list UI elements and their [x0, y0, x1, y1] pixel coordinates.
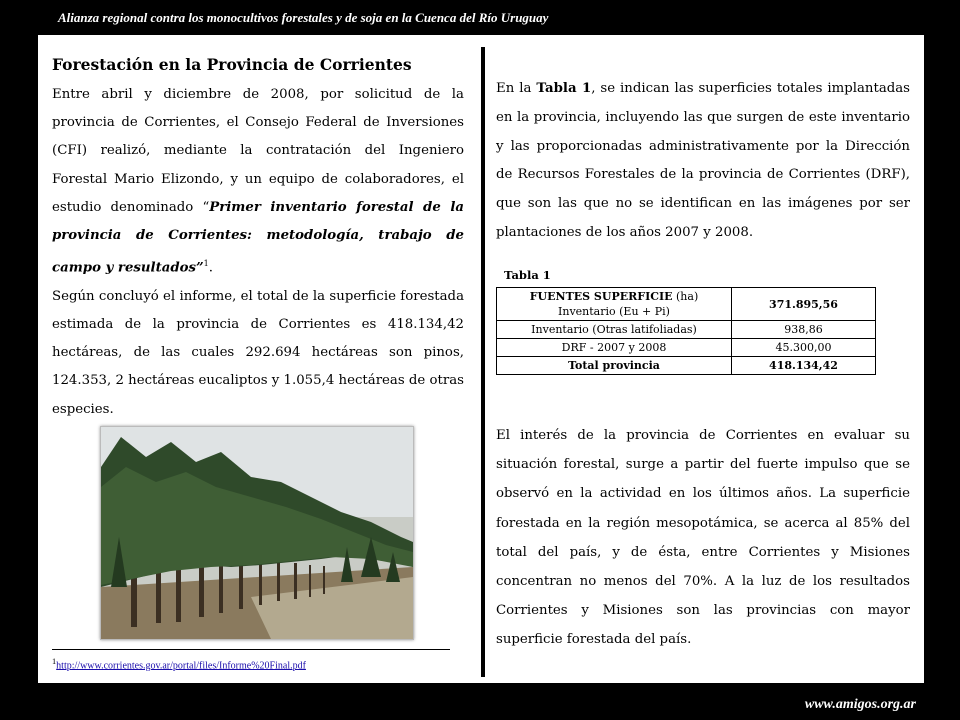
forest-interest-paragraph: El interés de la provincia de Corrientes en evaluar su situación forestal, surge a partir del fuerte impulso que se observó en la actividad en los últimos años. La superficie forestada en la región mesopotámica, se acerca al 85% del total del país, y de ésta, entre Corrientes y Misiones concentran no menos del 70%. A la luz de los resultados Corrientes y Misiones son las provincias con mayor superficie forestada del país. [496, 428, 910, 648]
table-label: Tabla 1 [504, 268, 551, 282]
footnote [52, 657, 306, 671]
article-title: Forestación en la Provincia de Corrientes [52, 55, 412, 74]
right-column-intro [496, 75, 910, 248]
table-cell-value: 938,86 [732, 321, 876, 339]
period: . [208, 260, 213, 276]
header-sources: FUENTES SUPERFICIE [529, 290, 673, 303]
table-row [497, 339, 876, 357]
table-total-row [497, 357, 876, 375]
pine-forest-photo [100, 426, 414, 640]
header-unit: (ha) [672, 290, 699, 303]
footnote-ref[interactable]: 1 [203, 259, 209, 269]
closing-quote: ” [196, 260, 204, 276]
table-row [497, 321, 876, 339]
table-cell-label: Inventario (Otras latifoliadas) [497, 321, 732, 339]
surface-table [496, 287, 876, 375]
footnote-link[interactable]: http://www.corrientes.gov.ar/portal/files/Informe%20Final.pdf [56, 660, 306, 672]
results-paragraph: Según concluyó el informe, el total de la superficie forestada estimada de la provincia de Corrientes es 418.134,42 hectáreas, de las cuales 292.694 hectáreas son pinos, 124.353, 2 hectáreas eucaliptos y 1.055,4 hectáreas de otras especies. [52, 288, 464, 417]
intro-paragraph [52, 81, 464, 283]
table-cell-value: 45.300,00 [732, 339, 876, 357]
table-total-label: Total provincia [497, 357, 732, 375]
left-column [52, 53, 464, 424]
footer-website[interactable]: www.amigos.org.ar [804, 697, 916, 712]
intro-text: Entre abril y diciembre de 2008, por solicitud de la provincia de Corrientes, el Consejo Federal de Inversiones (CFI) realizó, mediante la contratación del Ingeniero Forestal Mario Elizondo, y un equipo de colaboradores, el estudio denominado “ [52, 87, 464, 215]
table-ref: Tabla 1 [536, 81, 592, 96]
footnote-number: 1 [52, 657, 57, 666]
table-intro-text: En la [496, 81, 537, 96]
column-divider [481, 47, 485, 677]
header-inventory: Inventario (Eu + Pi) [558, 305, 670, 318]
table-cell-label: DRF - 2007 y 2008 [497, 339, 732, 357]
document-page [38, 35, 924, 683]
table-total-value: 418.134,42 [732, 357, 876, 375]
table-row [497, 288, 876, 321]
table-header-value: 371.895,56 [732, 288, 876, 321]
header-banner: Alianza regional contra los monocultivos forestales y de soja en la Cuenca del Río Uruguay [58, 10, 549, 25]
table-header-cell [497, 288, 732, 321]
study-title: Primer inventario forestal de la provincia de Corrientes: metodología, trabajo de campo y resultados [52, 199, 464, 276]
table-intro-rest: , se indican las superficies totales implantadas en la provincia, incluyendo las que surgen de este inventario y las proporcionadas administrativamente por la Dirección de Recursos Forestales de la provincia de Corrientes (DRF), que son las que no se identifican en las imágenes por ser plantaciones de los años 2007 y 2008. [496, 81, 911, 240]
footnote-separator [52, 649, 450, 650]
